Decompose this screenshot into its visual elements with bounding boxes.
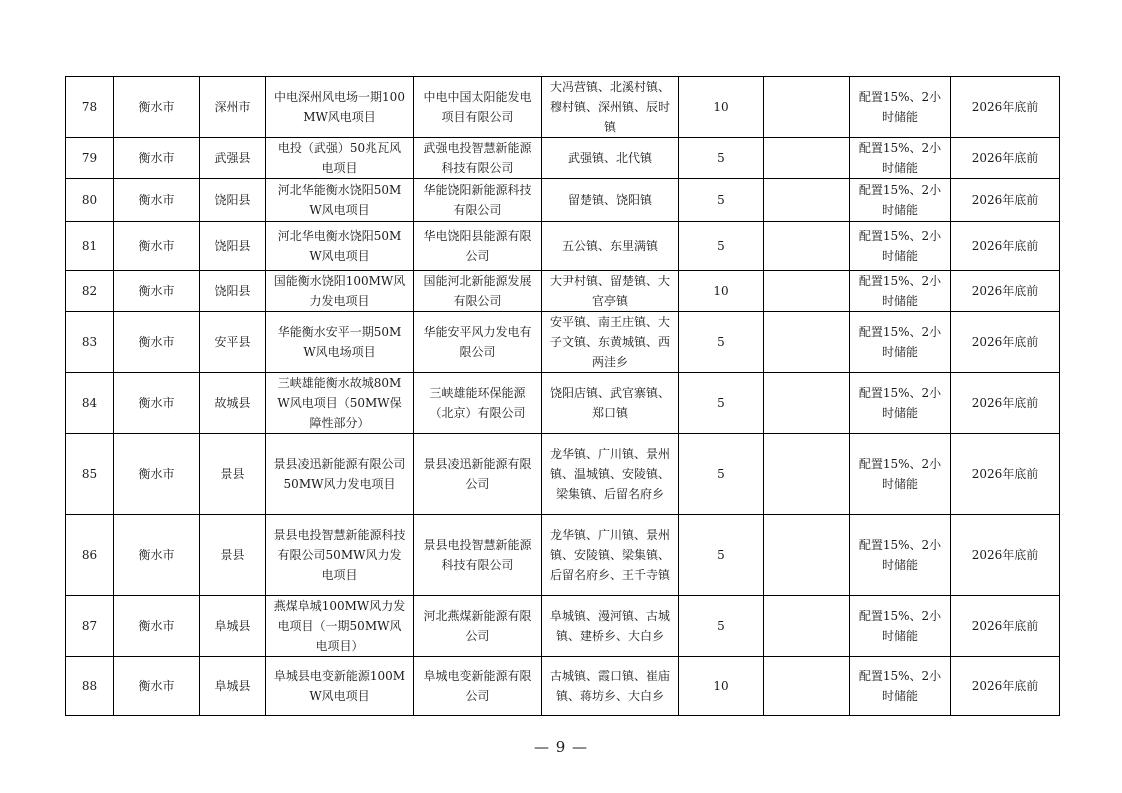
cell-blank	[764, 312, 850, 373]
cell-company: 华能安平风力发电有限公司	[414, 312, 542, 373]
cell-towns: 古城镇、霞口镇、崔庙镇、蒋坊乡、大白乡	[542, 657, 679, 716]
table-row	[66, 515, 1060, 596]
cell-project: 河北华电衡水饶阳50MW风电项目	[266, 222, 414, 271]
cell-company: 河北燕煤新能源有限公司	[414, 596, 542, 657]
cell-project: 景县电投智慧新能源科技有限公司50MW风力发电项目	[266, 515, 414, 596]
table-row	[66, 222, 1060, 271]
cell-city: 衡水市	[114, 657, 200, 716]
cell-city: 衡水市	[114, 271, 200, 312]
table-row	[66, 657, 1060, 716]
cell-no: 84	[66, 373, 114, 434]
cell-deadline: 2026年底前	[951, 179, 1060, 222]
cell-blank	[764, 179, 850, 222]
cell-scale: 5	[679, 373, 764, 434]
cell-company: 景县凌迅新能源有限公司	[414, 434, 542, 515]
cell-blank	[764, 222, 850, 271]
cell-company: 阜城电变新能源有限公司	[414, 657, 542, 716]
cell-blank	[764, 373, 850, 434]
cell-county: 景县	[200, 515, 266, 596]
cell-deadline: 2026年底前	[951, 138, 1060, 179]
cell-city: 衡水市	[114, 138, 200, 179]
cell-company: 华能饶阳新能源科技有限公司	[414, 179, 542, 222]
cell-blank	[764, 77, 850, 138]
cell-company: 景县电投智慧新能源科技有限公司	[414, 515, 542, 596]
cell-storage: 配置15%、2小时储能	[850, 138, 951, 179]
cell-no: 82	[66, 271, 114, 312]
cell-blank	[764, 138, 850, 179]
cell-deadline: 2026年底前	[951, 222, 1060, 271]
cell-towns: 龙华镇、广川镇、景州镇、安陵镇、梁集镇、后留名府乡、王千寺镇	[542, 515, 679, 596]
cell-no: 79	[66, 138, 114, 179]
cell-blank	[764, 434, 850, 515]
cell-blank	[764, 596, 850, 657]
cell-project: 华能衡水安平一期50MW风电场项目	[266, 312, 414, 373]
cell-project: 中电深州风电场一期100MW风电项目	[266, 77, 414, 138]
cell-storage: 配置15%、2小时储能	[850, 373, 951, 434]
cell-storage: 配置15%、2小时储能	[850, 271, 951, 312]
table-row	[66, 138, 1060, 179]
cell-storage: 配置15%、2小时储能	[850, 77, 951, 138]
table-row	[66, 77, 1060, 138]
cell-scale: 5	[679, 179, 764, 222]
cell-city: 衡水市	[114, 77, 200, 138]
cell-storage: 配置15%、2小时储能	[850, 434, 951, 515]
cell-city: 衡水市	[114, 434, 200, 515]
cell-scale: 5	[679, 222, 764, 271]
cell-city: 衡水市	[114, 515, 200, 596]
cell-county: 深州市	[200, 77, 266, 138]
cell-project: 河北华能衡水饶阳50MW风电项目	[266, 179, 414, 222]
cell-no: 87	[66, 596, 114, 657]
cell-towns: 阜城镇、漫河镇、古城镇、建桥乡、大白乡	[542, 596, 679, 657]
cell-city: 衡水市	[114, 312, 200, 373]
cell-storage: 配置15%、2小时储能	[850, 179, 951, 222]
cell-county: 饶阳县	[200, 179, 266, 222]
project-table	[65, 76, 1060, 716]
cell-towns: 武强镇、北代镇	[542, 138, 679, 179]
cell-deadline: 2026年底前	[951, 312, 1060, 373]
cell-company: 三峡雄能环保能源（北京）有限公司	[414, 373, 542, 434]
cell-deadline: 2026年底前	[951, 657, 1060, 716]
cell-scale: 5	[679, 515, 764, 596]
cell-no: 80	[66, 179, 114, 222]
cell-towns: 留楚镇、饶阳镇	[542, 179, 679, 222]
table-row	[66, 596, 1060, 657]
cell-storage: 配置15%、2小时储能	[850, 312, 951, 373]
cell-scale: 5	[679, 138, 764, 179]
cell-company: 华电饶阳县能源有限公司	[414, 222, 542, 271]
cell-scale: 5	[679, 312, 764, 373]
cell-scale: 10	[679, 271, 764, 312]
table-row	[66, 373, 1060, 434]
cell-city: 衡水市	[114, 373, 200, 434]
cell-project: 电投（武强）50兆瓦风电项目	[266, 138, 414, 179]
table-row	[66, 179, 1060, 222]
cell-county: 景县	[200, 434, 266, 515]
cell-county: 武强县	[200, 138, 266, 179]
cell-project: 三峡雄能衡水故城80MW风电项目（50MW保障性部分）	[266, 373, 414, 434]
cell-city: 衡水市	[114, 222, 200, 271]
cell-city: 衡水市	[114, 179, 200, 222]
cell-blank	[764, 271, 850, 312]
cell-company: 国能河北新能源发展有限公司	[414, 271, 542, 312]
cell-scale: 5	[679, 434, 764, 515]
cell-storage: 配置15%、2小时储能	[850, 596, 951, 657]
cell-towns: 大尹村镇、留楚镇、大官亭镇	[542, 271, 679, 312]
cell-project: 景县凌迅新能源有限公司50MW风力发电项目	[266, 434, 414, 515]
cell-no: 86	[66, 515, 114, 596]
cell-storage: 配置15%、2小时储能	[850, 657, 951, 716]
table-body	[66, 77, 1060, 716]
cell-scale: 5	[679, 596, 764, 657]
cell-scale: 10	[679, 77, 764, 138]
cell-no: 81	[66, 222, 114, 271]
cell-deadline: 2026年底前	[951, 373, 1060, 434]
cell-county: 饶阳县	[200, 222, 266, 271]
cell-towns: 饶阳店镇、武官寨镇、郑口镇	[542, 373, 679, 434]
cell-deadline: 2026年底前	[951, 596, 1060, 657]
page-number: — 9 —	[533, 738, 589, 756]
cell-towns: 龙华镇、广川镇、景州镇、温城镇、安陵镇、梁集镇、后留名府乡	[542, 434, 679, 515]
cell-company: 中电中国太阳能发电项目有限公司	[414, 77, 542, 138]
cell-county: 安平县	[200, 312, 266, 373]
cell-no: 83	[66, 312, 114, 373]
cell-deadline: 2026年底前	[951, 77, 1060, 138]
table-row	[66, 312, 1060, 373]
cell-blank	[764, 657, 850, 716]
cell-project: 燕煤阜城100MW风力发电项目（一期50MW风电项目）	[266, 596, 414, 657]
table-row	[66, 271, 1060, 312]
cell-county: 阜城县	[200, 596, 266, 657]
cell-no: 85	[66, 434, 114, 515]
cell-towns: 安平镇、南王庄镇、大子文镇、东黄城镇、西两洼乡	[542, 312, 679, 373]
cell-scale: 10	[679, 657, 764, 716]
cell-no: 78	[66, 77, 114, 138]
cell-county: 故城县	[200, 373, 266, 434]
cell-storage: 配置15%、2小时储能	[850, 515, 951, 596]
cell-deadline: 2026年底前	[951, 515, 1060, 596]
cell-deadline: 2026年底前	[951, 434, 1060, 515]
cell-city: 衡水市	[114, 596, 200, 657]
cell-deadline: 2026年底前	[951, 271, 1060, 312]
cell-company: 武强电投智慧新能源科技有限公司	[414, 138, 542, 179]
cell-project: 阜城县电变新能源100MW风电项目	[266, 657, 414, 716]
cell-towns: 五公镇、东里满镇	[542, 222, 679, 271]
cell-no: 88	[66, 657, 114, 716]
table-row	[66, 434, 1060, 515]
cell-storage: 配置15%、2小时储能	[850, 222, 951, 271]
cell-project: 国能衡水饶阳100MW风力发电项目	[266, 271, 414, 312]
cell-county: 阜城县	[200, 657, 266, 716]
cell-county: 饶阳县	[200, 271, 266, 312]
cell-blank	[764, 515, 850, 596]
cell-towns: 大冯营镇、北溪村镇、穆村镇、深州镇、辰时镇	[542, 77, 679, 138]
